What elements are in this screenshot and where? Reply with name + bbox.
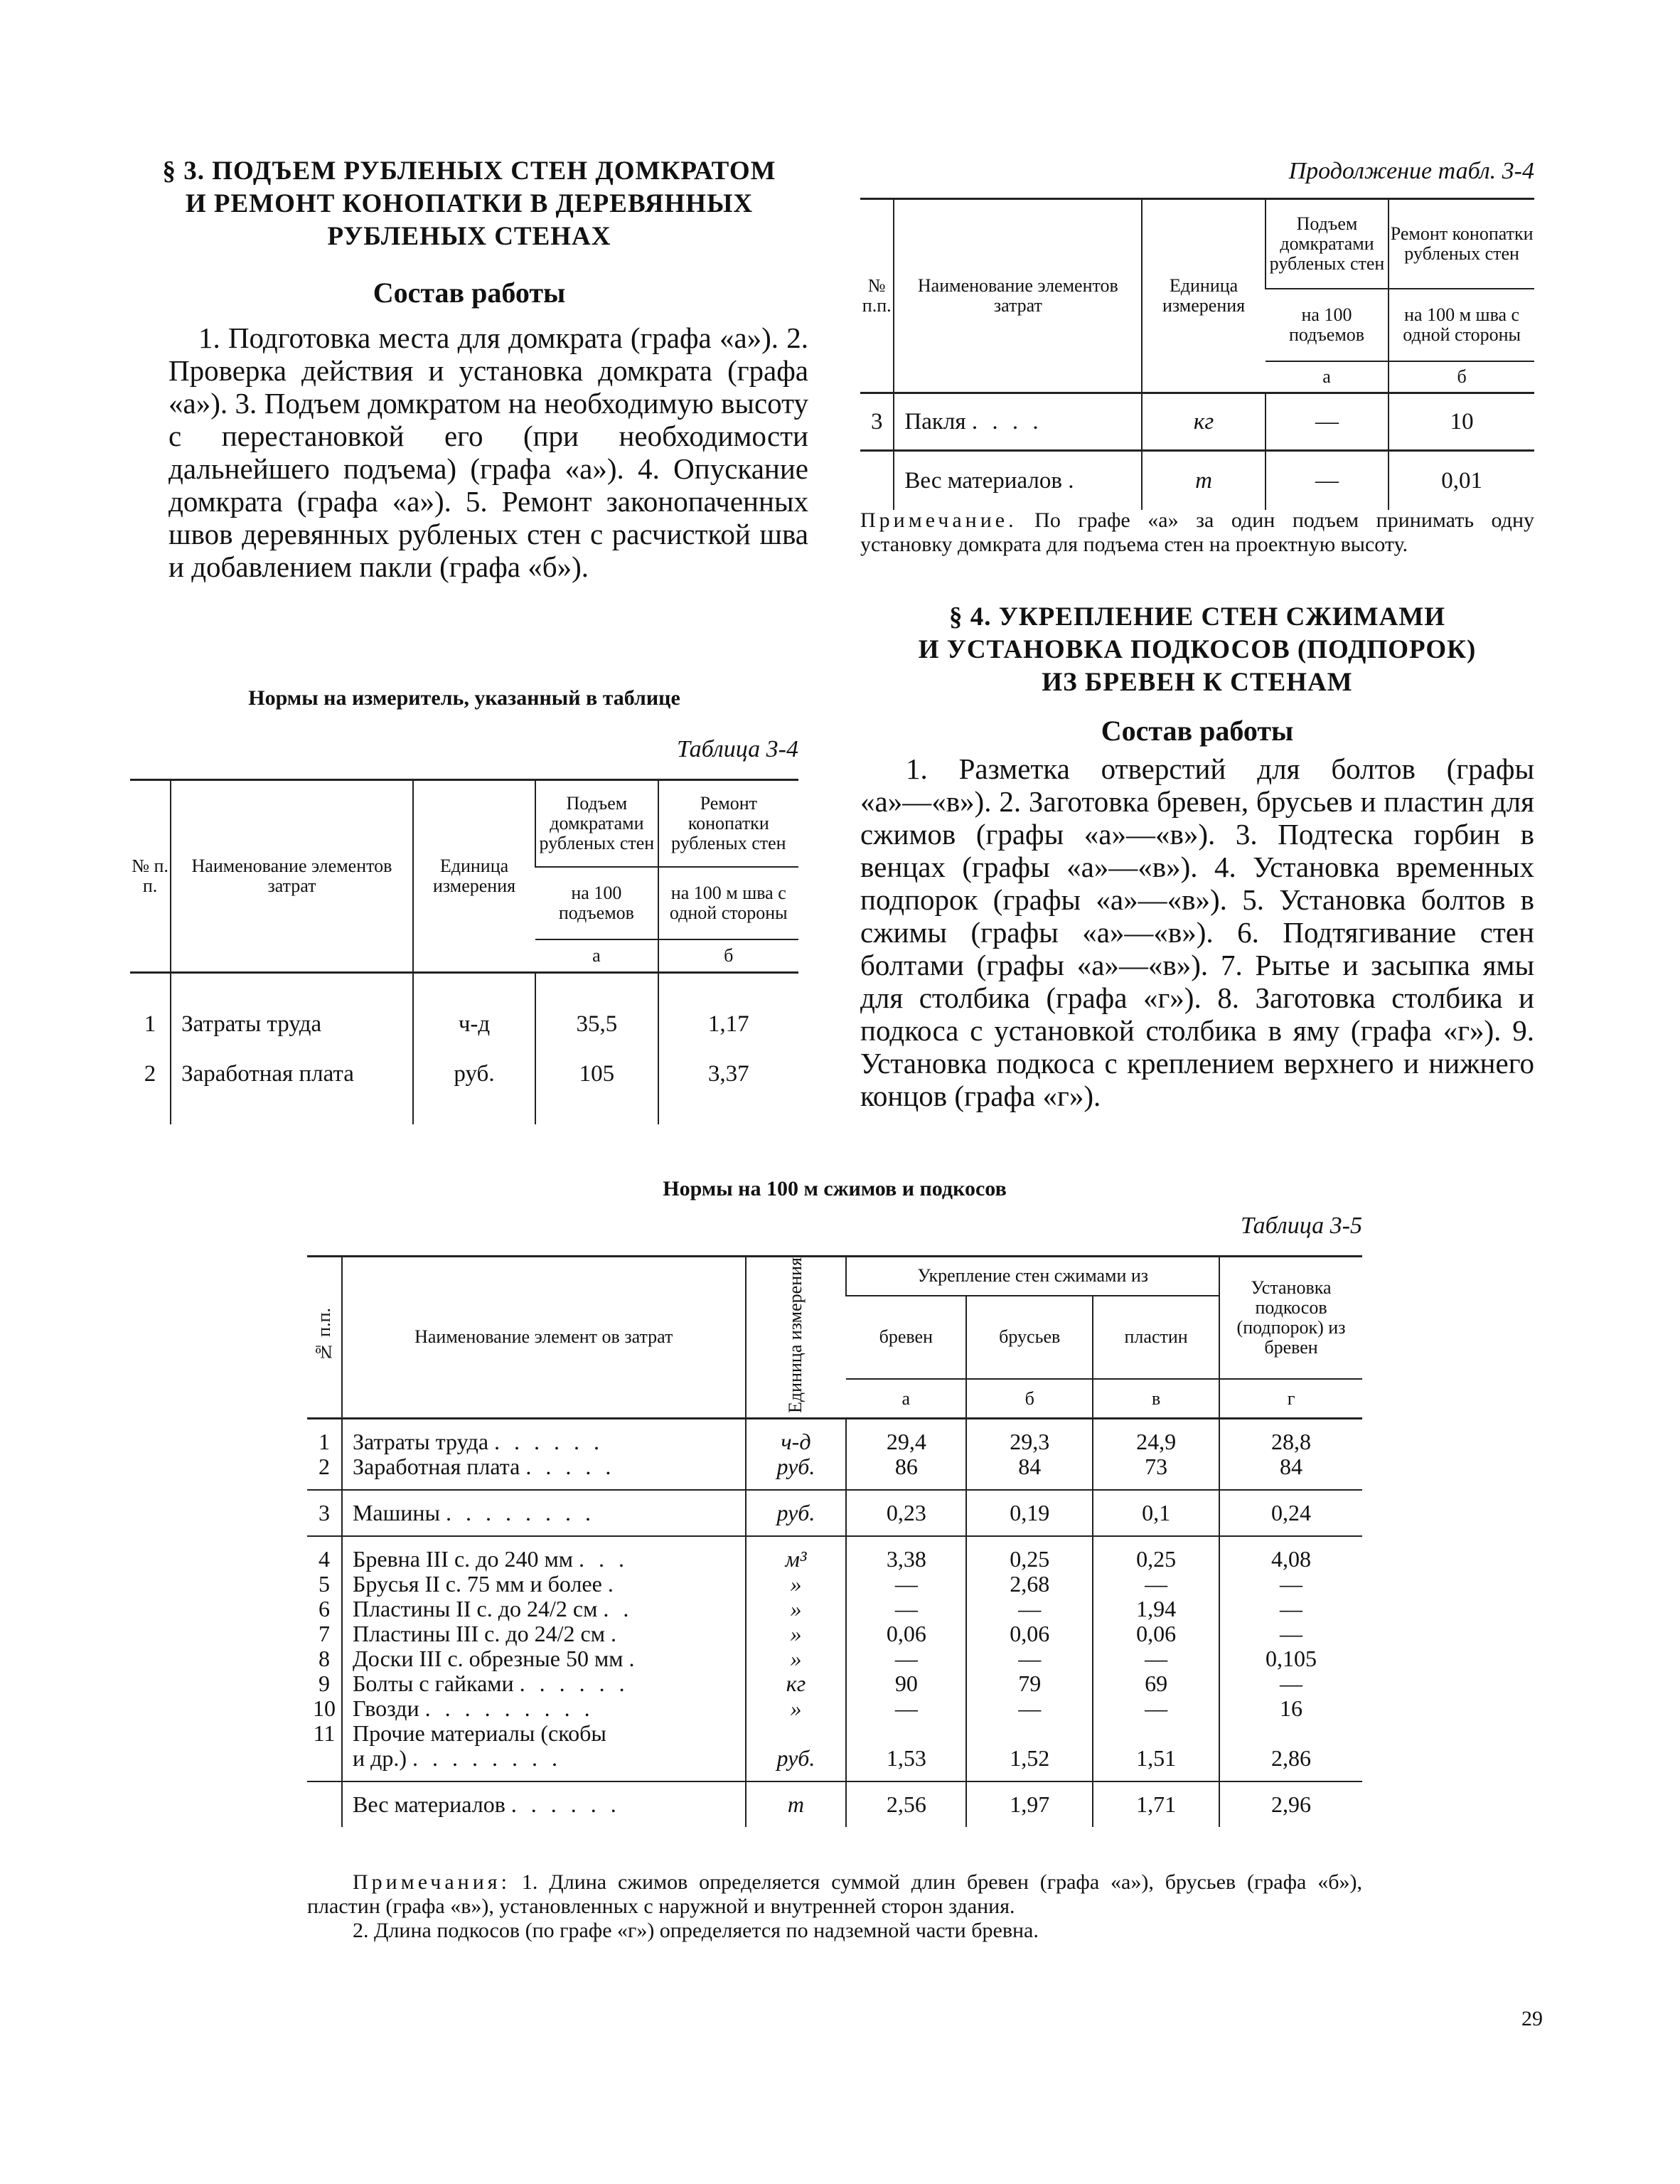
col-header-name: Наименование элемент ов затрат [342,1257,746,1419]
table-row: 7 Пластины III с. до 24/2 см . » 0,06 0,06 0,06 — [307,1621,1362,1646]
table-3-5 [307,1255,1362,1827]
page-number: 29 [1521,2007,1543,2030]
norms-caption-3-5: Нормы на 100 м сжимов и подкосов [663,1177,1007,1200]
col-header-name: Наименование элементов затрат [171,780,413,973]
work-composition-text-4: 1. Разметка отверстий для болтов (графы «а»—«в»). 2. Заготовка бревен, брусьев и пластин для сжимов (графы «а»—«в»). 3. Подтеска горбин в венцах (графы «а»—«в»). 4. Установка временных подпорок (графы «а»—«в»). 5. Установка болтов в сжимы (графы «а»—«в»). 6. Подтягивание стен болтами (графы «а»—«в»). 7. Рытье и засыпка ямы для столбика (графа «г»). 8. Заготовка столбика и подкоса с установкой столбика в яму (графа «г»). 9. Установка подкоса с креплением верхнего и нижнего концов (графа «г»). [860,752,1534,1112]
table-row: 10 Гвозди . . . . . . . . . » — — — 16 [307,1696,1362,1721]
col-header-a-unit: на 100 подъемов [1266,289,1389,361]
table-row: 8 Доски III с. обрезные 50 мм . » — — — 0,105 [307,1646,1362,1671]
col-header-a-group: Подъем домкратами рубленых стен [1266,199,1389,289]
group-spacer [307,1490,1362,1501]
col-header-b-unit: на 100 м шва с одной стороны [658,867,798,939]
group-end [307,1817,1362,1827]
col-letter-a: а [535,939,658,973]
col-header-a: бревен [846,1296,966,1380]
group-spacer [307,1781,1362,1792]
table-3-4-note: Примечание. По графе «а» за один подъем принимать одну установку домкрата для подъема стен на проектную высоту. [860,508,1534,556]
col-header-d: Установка подкосов (подпорок) из бревен [1219,1257,1362,1380]
work-composition-text-3: 1. Подготовка места для домкрата (графа «а»). 2. Проверка действия и установка домкрата (графа «а»). 3. Подъем домкратом на необходимую высоту с перестановкой его (при необходимости дальнейшего подъема) (графа «а»). 4. Опускание домкрата (графа «а»). 5. Ремонт законопаченных швов деревянных рубленых стен с расчисткой шва и добавлением пакли (графа «б»). [168,321,808,583]
col-letter-b: б [966,1379,1093,1418]
table-row: и др.) . . . . . . . . руб. 1,53 1,52 1,51 2,86 [307,1746,1362,1771]
group-end [307,1525,1362,1536]
work-composition-title-3: Состав работы [373,277,566,309]
group-end [307,1771,1362,1781]
col-letter-a: а [846,1379,966,1418]
table-row: 3 Пакля . . . . кг — 10 [860,393,1534,451]
section-4-title: § 4. УКРЕПЛЕНИЕ СТЕН СЖИМАМИ И УСТАНОВКА ПОДКОСОВ (ПОДПОРОК) ИЗ БРЕВЕН К СТЕНАМ [918,602,1477,697]
col-header-name: Наименование элементов затрат [894,199,1142,393]
col-letter-b: б [1389,361,1534,393]
table-row: 2 Заработная плата руб. 105 3,37 [130,1049,798,1099]
group-spacer [307,1418,1362,1429]
table-caption-3-5: Таблица 3-5 [1241,1213,1362,1239]
continuation-caption: Продолжение табл. 3-4 [1288,158,1534,184]
table-row: 1 Затраты труда . . . . . . ч-д 29,4 29,3 24,9 28,8 [307,1429,1362,1454]
table-row: 2 Заработная плата . . . . . руб. 86 84 73 84 [307,1454,1362,1479]
col-header-unit: Единица измерения [746,1257,847,1419]
table-row: Вес материалов . . . . . . т 2,56 1,97 1,71 2,96 [307,1792,1362,1817]
table-3-4 [130,779,798,1124]
table-row: 9 Болты с гайками . . . . . . кг 90 79 69 — [307,1671,1362,1696]
table-row: 3 Машины . . . . . . . . руб. 0,23 0,19 0,1 0,24 [307,1501,1362,1525]
col-header-num: № п.п. [307,1257,342,1419]
col-header-unit: Единица измерения [1142,199,1265,393]
col-header-c: пластин [1093,1296,1219,1380]
col-header-b-group: Ремонт конопатки рубленых стен [1389,199,1534,289]
col-header-group: Укрепление стен сжимами из [846,1257,1219,1296]
col-header-a-group: Подъем домкратами рубленых стен [535,780,658,868]
col-header-num: № п. п. [130,780,171,973]
table-row: 11 Прочие материалы (скобы [307,1721,1362,1746]
col-header-b-group: Ремонт конопатки рубленых стен [658,780,798,868]
col-header-a-unit: на 100 подъемов [535,867,658,939]
table-row: 6 Пластины II с. до 24/2 см . . » — — 1,94 — [307,1597,1362,1621]
norms-caption-3-4: Нормы на измеритель, указанный в таблице [248,686,680,710]
table-row: 1 Затраты труда ч-д 35,5 1,17 [130,999,798,1049]
col-header-unit: Единица измерения [413,780,535,973]
table-3-5-notes: Примечания: 1. Длина сжимов определяется суммой длин бревен (графа «а»), брусьев (графа «б»), пластин (графа «в»), установленных с наружной и внутренней сторон здания. 2. Длина подкосов (по графе «г») определяется по надземной части бревна. [307,1870,1362,1942]
col-letter-a: а [1266,361,1389,393]
table-row: Вес материалов . т — 0,01 [860,451,1534,511]
group-spacer [307,1536,1362,1547]
table-3-4-continuation [860,198,1534,510]
col-header-num: № п.п. [860,199,894,393]
col-header-b-unit: на 100 м шва с одной стороны [1389,289,1534,361]
table-caption-3-4: Таблица 3-4 [677,736,798,762]
work-composition-title-4: Состав работы [1101,715,1294,747]
table-row: 4 Бревна III с. до 240 мм . . . м³ 3,38 0,25 0,25 4,08 [307,1547,1362,1572]
col-header-b: брусьев [966,1296,1093,1380]
col-letter-d: г [1219,1379,1362,1418]
table-row: 5 Брусья II с. 75 мм и более . » — 2,68 — — [307,1572,1362,1597]
section-3-title: § 3. ПОДЪЕМ РУБЛЕНЫХ СТЕН ДОМКРАТОМ И РЕМОНТ КОНОПАТКИ В ДЕРЕВЯННЫХ РУБЛЕНЫХ СТЕНАХ [162,156,776,251]
col-letter-c: в [1093,1379,1219,1418]
group-end [307,1479,1362,1490]
col-letter-b: б [658,939,798,973]
